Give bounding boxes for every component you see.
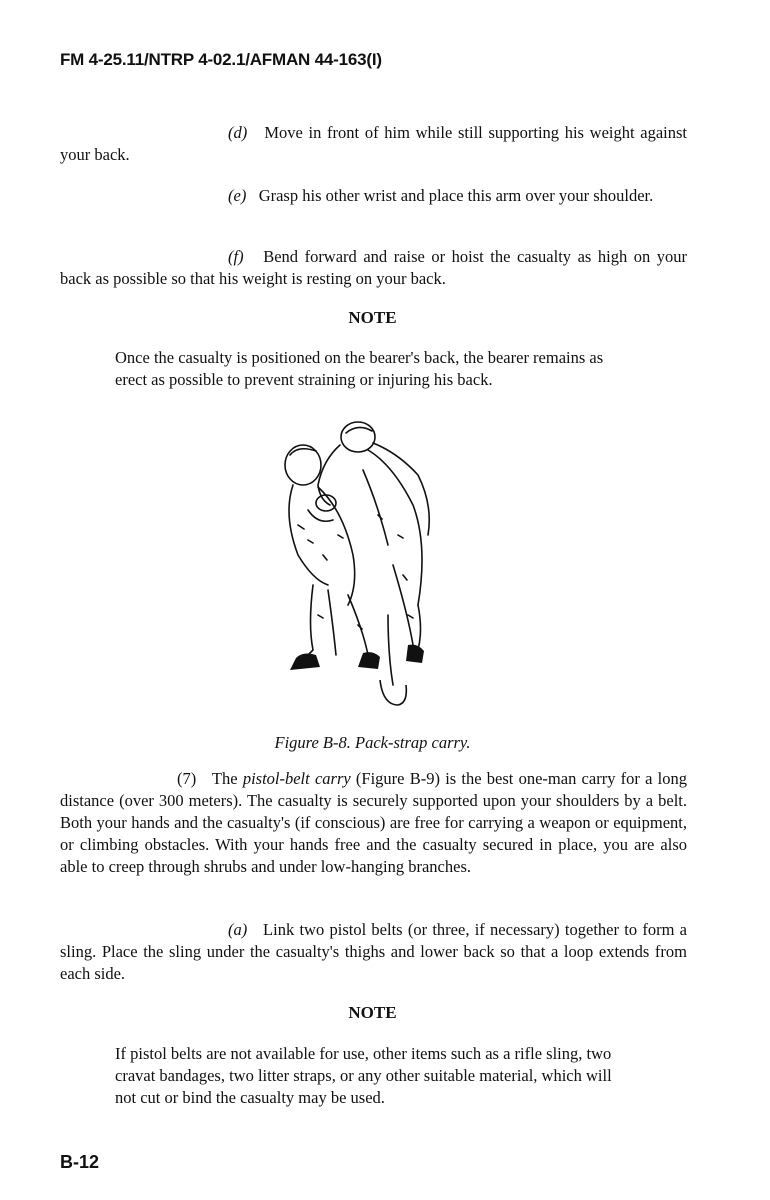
note-text-2: If pistol belts are not available for use, other items such as a rifle sling, two cravat bandages, two litter straps, or any other suitable material, which will not cut or bind the casualty may be used.	[115, 1044, 612, 1107]
para7-term: pistol-belt carry	[242, 769, 351, 788]
para7-lead: The	[211, 769, 238, 788]
step-a-label: (a)	[228, 920, 248, 939]
step-f	[60, 246, 687, 290]
step-a	[60, 919, 687, 985]
note-text: Once the casualty is positioned on the bearer's back, the bearer remains as erect as possible to prevent straining or injuring his back.	[115, 348, 604, 389]
step-e-label: (e)	[228, 186, 247, 205]
step-e	[60, 185, 687, 207]
step-f-text: Bend forward and raise or hoist the casualty as high on your back as possible so that his weight is resting on your back.	[60, 247, 688, 288]
step-f-label: (f)	[228, 247, 244, 266]
step-a-text: Link two pistol belts (or three, if necessary) together to form a sling. Place the sling under the casualty's thighs and lower back so that a loop extends from each side.	[60, 920, 688, 983]
step-e-text: Grasp his other wrist and place this arm over your shoulder.	[258, 186, 654, 205]
page-number: B-12	[60, 1152, 100, 1172]
para7-text: (Figure B-9) is the best one-man carry for a long distance (over 300 meters). The casualty is securely supported upon your shoulders by a belt. Both your hands and the casualty's (if conscious) are free for carrying a weapon or equipment, or climbing obstacles. With your hands free and the casualty secured in place, you are also able to creep through shrubs and under low-hanging branches.	[60, 769, 688, 876]
pack-strap-carry-icon	[268, 415, 453, 710]
note-heading: NOTE	[348, 308, 397, 327]
step-d-text: Move in front of him while still supporting his weight against your back.	[60, 123, 688, 164]
step-d	[60, 122, 687, 166]
pack-strap-carry-illustration	[268, 415, 453, 710]
note-heading-2: NOTE	[348, 1003, 397, 1022]
step-d-label: (d)	[228, 123, 248, 142]
paragraph-7	[60, 768, 687, 878]
document-header: FM 4-25.11/NTRP 4-02.1/AFMAN 44-163(I)	[60, 50, 382, 69]
para7-number: (7)	[177, 769, 197, 788]
figure-caption: Figure B-8. Pack-strap carry.	[274, 733, 471, 752]
